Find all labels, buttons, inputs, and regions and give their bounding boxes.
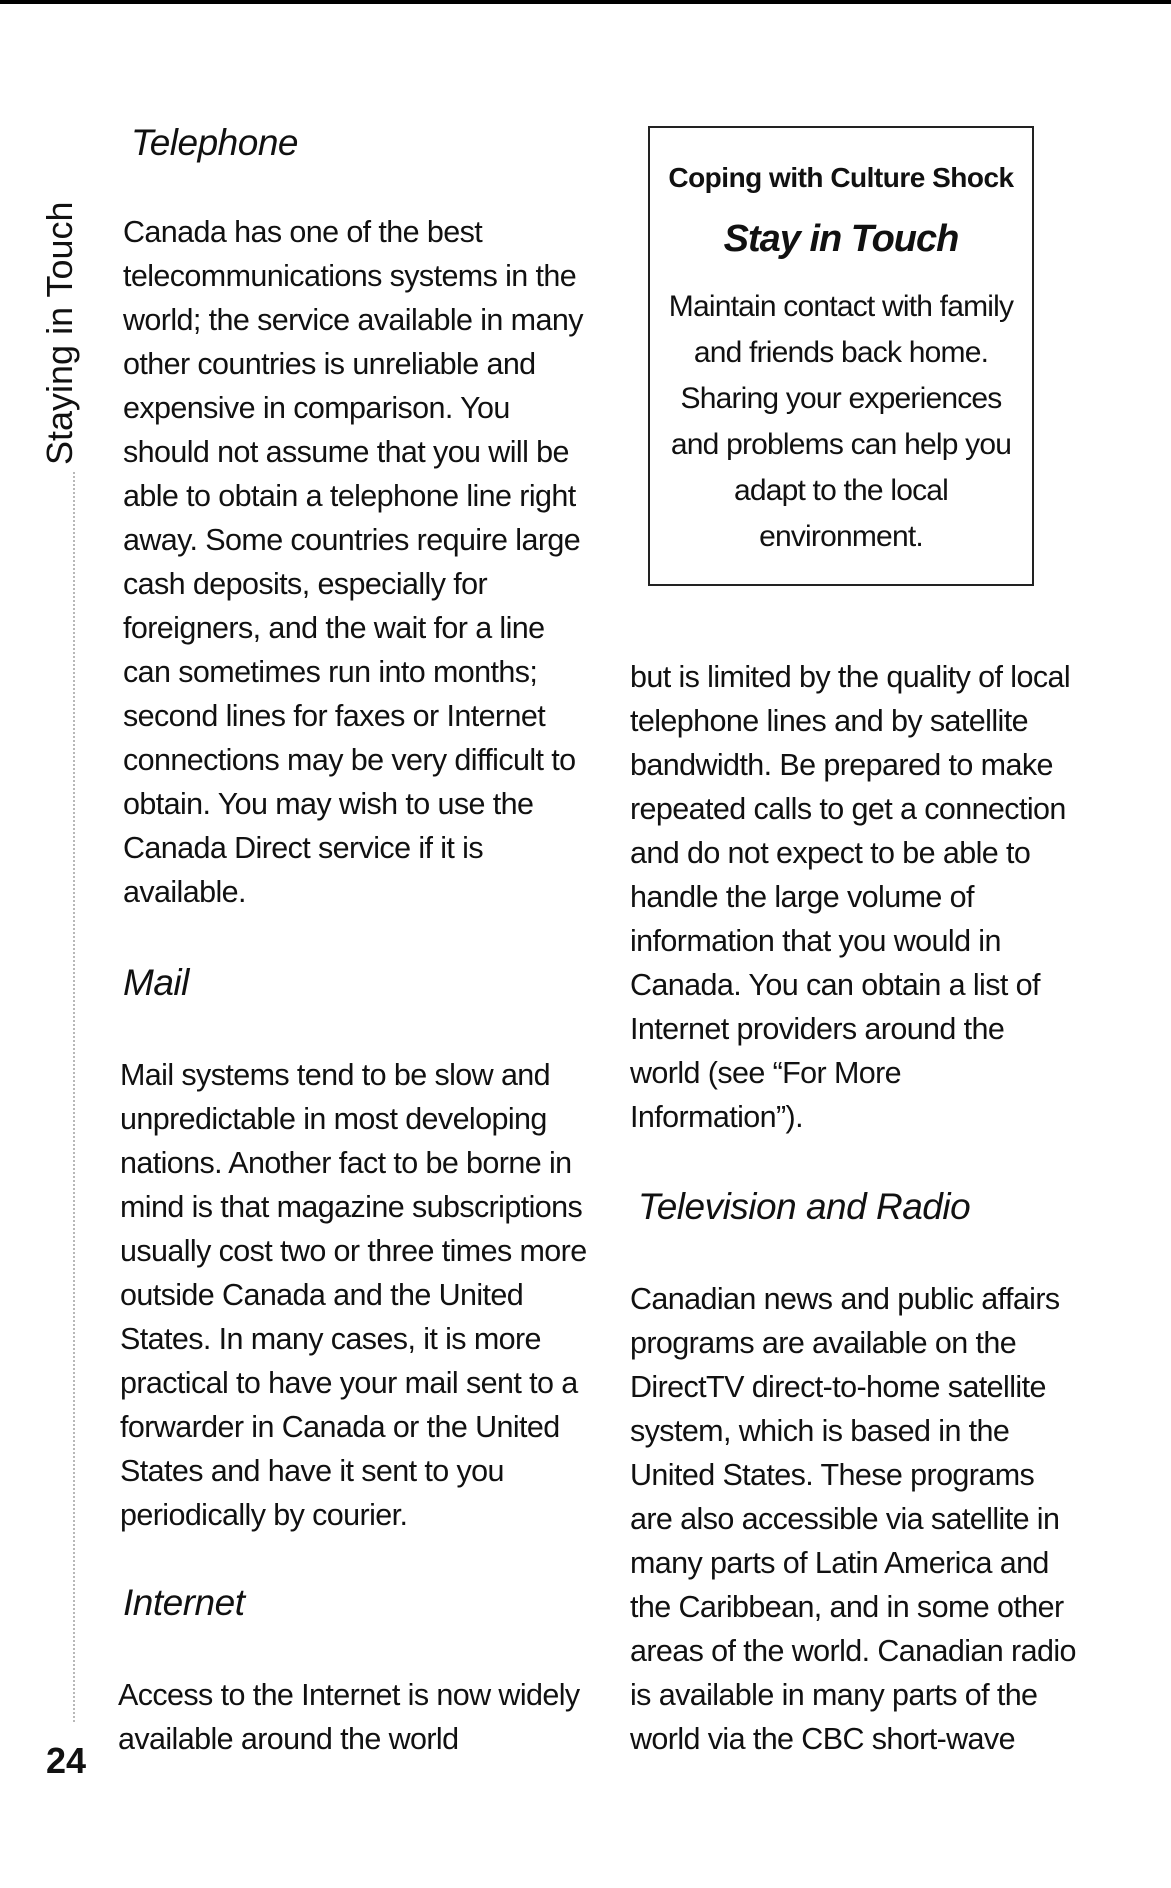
telephone-heading: Telephone <box>131 122 298 163</box>
side-dotted-rule <box>73 472 75 1722</box>
culture-shock-callout <box>648 126 1034 586</box>
callout-text: Maintain contact with family and friends back home. Sharing your experiences and problems can help you adapt to the local environment. <box>668 290 1014 553</box>
television-body: Canadian news and public affairs programs are available on the DirectTV direct-to-home satellite system, which is based in the United States. These programs are also accessible via satellite in many parts of Latin America and the Caribbean, and in some other areas of the world. Canadian radio is available in many parts of the world via the CBC short-wave <box>630 1282 1076 1756</box>
callout-title: Stay in Touch <box>723 218 959 260</box>
internet-body-start: Access to the Internet is now widely available around the world <box>118 1678 580 1756</box>
television-heading: Television and Radio <box>638 1186 971 1227</box>
page-number: 24 <box>46 1740 87 1781</box>
internet-heading: Internet <box>123 1582 245 1623</box>
callout-kicker: Coping with Culture Shock <box>668 162 1014 193</box>
mail-heading: Mail <box>123 962 189 1003</box>
telephone-body: Canada has one of the best telecommunications systems in the world; the service available in many other countries is unreliable and expensive in comparison. You should not assume that you will be able to obtain a telephone line right away. Some countries require large cash deposits, especially for foreigners, and the wait for a line can sometimes run into months; second lines for faxes or Internet connections may be very difficult to obtain. You may wish to use the Canada Direct service if it is available. <box>123 215 583 909</box>
top-border-rule <box>0 0 1171 4</box>
side-running-title: Staying in Touch <box>39 201 80 465</box>
internet-body-continued: but is limited by the quality of local telephone lines and by satellite bandwidth. Be prepared to make repeated calls to get a connection and do not expect to be able to handle the large volume of information that you would in Canada. You can obtain a list of Internet providers around the world (see “For More Information”). <box>630 660 1071 1134</box>
mail-body: Mail systems tend to be slow and unpredictable in most developing nations. Another fact to be borne in mind is that magazine subscriptions usually cost two or three times more outside Canada and the United States. In many cases, it is more practical to have your mail sent to a forwarder in Canada or the United States and have it sent to you periodically by courier. <box>120 1058 587 1532</box>
